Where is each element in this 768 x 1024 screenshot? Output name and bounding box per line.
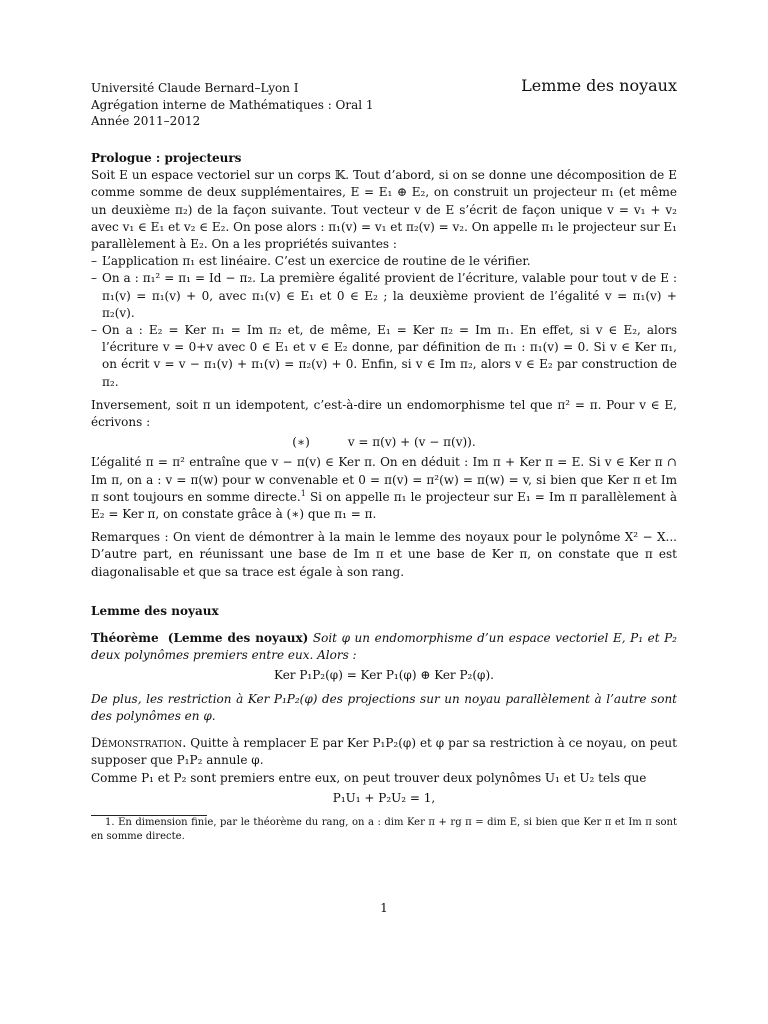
theorem-extra: De plus, les restriction à Ker P₁P₂(φ) des projections sur un noyau parallèlement à l’autre sont des polynômes en φ.	[91, 691, 677, 723]
converse-paragraph: Inversement, soit π un idempotent, c’est-à-dire un endomorphisme tel que π² = π. Pour v ∈ E, écrivons :	[91, 397, 677, 430]
prologue-section	[91, 150, 677, 581]
theorem-label: Théorème	[91, 631, 159, 646]
remark-paragraph: Remarques : On vient de démontrer à la main le lemme des noyaux pour le polynôme X² − X... D’autre part, en réunissant une base de Im π et une base de Ker π, on constate que π est diagonalisable et que sa trace est égale à son rang.	[91, 530, 677, 579]
header	[91, 76, 677, 132]
idempotent-text-a: L’égalité π = π² entraîne que v − π(v) ∈ Ker π. On en déduit : Im π + Ker π = E. Si v ∈ Ker π ∩ Im π, on a : v = π(w) pour w convenable et 0 = π(v) = π²(w) = π(w) = v, si bien que Ker π et Im π sont toujours en somme directe.	[91, 455, 677, 504]
idempotent-paragraph	[91, 454, 677, 523]
footnote-number: 1.	[105, 816, 115, 828]
institution-line: Année 2011–2012	[91, 114, 201, 128]
footnote-marker[interactable]: 1	[300, 488, 306, 498]
equation-tag: (∗)	[292, 435, 310, 450]
document-title: Lemme des noyaux	[521, 76, 677, 95]
institution-block	[91, 80, 374, 130]
proof-label: Démonstration.	[91, 736, 187, 752]
theorem-equation: Ker P₁P₂(φ) = Ker P₁(φ) ⊕ Ker P₂(φ).	[274, 668, 494, 683]
page-number: 1	[380, 901, 388, 915]
page	[91, 76, 677, 844]
idempotent-text-b: Si on appelle π₁ le projecteur sur E₁ = Im π parallèlement à E₂ = Ker π, on constate grâce à (∗) que π₁ = π.	[91, 489, 678, 522]
equation-body: v = π(v) + (v − π(v)).	[347, 435, 476, 450]
footnote-text: En dimension finie, par le théorème du rang, on a : dim Ker π + rg π = dim E, si bien que Ker π et Im π sont en somme directe.	[91, 816, 677, 842]
lemma-section	[91, 603, 677, 807]
prologue-intro: Soit E un espace vectoriel sur un corps 𝕂. Tout d’abord, si on se donne une décomposition de E comme somme de deux supplémentaires, E = E₁ ⊕ E₂, on construit un projecteur π₁ (et même un deuxième π₂) de la façon suivante. Tout vecteur v de E s’écrit de façon unique v = v₁ + v₂ avec v₁ ∈ E₁ et v₂ ∈ E₂. On pose alors : π₁(v) = v₁ et π₂(v) = v₂. On appelle π₁ le projecteur sur E₁ parallèlement à E₂. On a les propriétés suivantes :	[91, 168, 677, 252]
proof-paragraph-2: Comme P₁ et P₂ sont premiers entre eux, on peut trouver deux polynômes U₁ et U₂ tels que	[91, 770, 647, 785]
properties-list	[91, 253, 677, 391]
theorem-text: Soit φ un endomorphisme d’un espace vectoriel E, P₁ et P₂ deux polynômes premiers entre eux. Alors :	[91, 631, 677, 663]
footnote	[91, 816, 677, 844]
property-text: On a : E₂ = Ker π₁ = Im π₂ et, de même, E₁ = Ker π₂ = Im π₁. En effet, si v ∈ E₂, alors l’écriture v = 0+v avec 0 ∈ E₁ et v ∈ E₂ donne, par définition de π₁ : π₁(v) = 0. Si v ∈ Ker π₁, on écrit v = v − π₁(v) + π₁(v) = π₂(v) + 0. Enfin, si v ∈ Im π₂, alors v ∈ E₂ par construction de π₂.	[102, 323, 677, 389]
equation-star	[91, 434, 677, 451]
proof-paragraph	[91, 735, 677, 769]
proof-equation: P₁U₁ + P₂U₂ = 1,	[332, 790, 436, 805]
institution-line: Université Claude Bernard–Lyon I	[91, 81, 299, 95]
proof-text: Quitte à remplacer E par Ker P₁P₂(φ) et φ par sa restriction à ce noyau, on peut supposer que P₁P₂ annule φ.	[91, 736, 677, 768]
property-text: L’application π₁ est linéaire. C’est un exercice de routine de le vérifier.	[102, 254, 531, 269]
list-item: – On a : E₂ = Ker π₁ = Im π₂ et, de même, E₁ = Ker π₂ = Im π₁. En effet, si v ∈ E₂, alors l’écriture v = 0+v avec 0 ∈ E₁ et v ∈ E₂ donne, par définition de π₁ : π₁(v) = 0. Si v ∈ Ker π₁, on écrit v = v − π₁(v) + π₁(v) = π₂(v) + 0. Enfin, si v ∈ Im π₂, alors v ∈ E₂ par construction de π₂.	[91, 323, 677, 389]
institution-line: Agrégation interne de Mathématiques : Oral 1	[91, 97, 374, 112]
theorem-name: (Lemme des noyaux)	[167, 631, 309, 646]
list-item: – On a : π₁² = π₁ = Id − π₂. La première égalité provient de l’écriture, valable pour tout v de E : π₁(v) = π₁(v) + 0, avec π₁(v) ∈ E₁ et 0 ∈ E₂ ; la deuxième provient de l’égalité v = π₁(v) + π₂(v).	[91, 271, 677, 320]
theorem-statement	[91, 630, 677, 664]
property-text: On a : π₁² = π₁ = Id − π₂. La première égalité provient de l’écriture, valable pour tout v de E : π₁(v) = π₁(v) + 0, avec π₁(v) ∈ E₁ et 0 ∈ E₂ ; la deuxième provient de l’égalité v = π₁(v) + π₂(v).	[102, 271, 677, 320]
list-item: – L’application π₁ est linéaire. C’est un exercice de routine de le vérifier.	[91, 254, 531, 269]
lemma-heading: Lemme des noyaux	[91, 603, 219, 618]
prologue-heading: Prologue : projecteurs	[91, 151, 242, 165]
